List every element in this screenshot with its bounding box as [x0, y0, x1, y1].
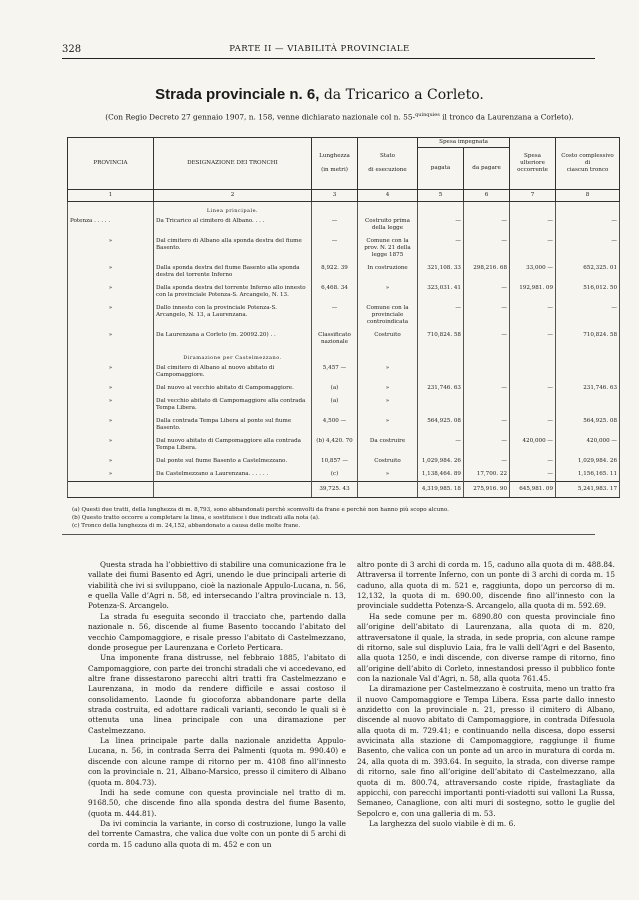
th-stato-sub: di esecuzione	[368, 166, 407, 173]
segment-cell: Da Castelmezzano a Laurenzana. . . . . .	[154, 468, 312, 481]
province-cell: »	[68, 362, 154, 382]
status-cell: Comune con la provinciale controindicata	[358, 302, 418, 329]
segment-cell: Dalla sponda destra del torrente Inferno allo innesto con la provinciale Potenza-S. Arcangelo, N. 13.	[154, 282, 312, 302]
length-cell: 4,500 —	[312, 415, 358, 435]
section-linea-principale	[68, 201, 620, 215]
paragraph-continued: altro ponte di 3 archi di corda m. 15, caduno alla quota di m. 488.84. Attraversa il torrente Inferno, con un ponte di 3 archi di corda m. 15 caduno, alla quota di m. 521 e, raggiunta, dopo un percorso di m. 12,132, la quota di m. 690.00, discende fino all’innesto con la provinciale suddetta Potenza-S. Arcangelo, alla quota di m. 592.69.	[357, 560, 615, 611]
running-title: PARTE II — VIABILITÀ PROVINCIALE	[229, 44, 410, 54]
segment-cell: Dal nuovo al vecchio abitato di Campomaggiore.	[154, 382, 312, 395]
further-cost-cell: —	[510, 329, 556, 349]
paragraph: La linea principale parte dalla nazionale anzidetta Appulo-Lucana, n. 56, in contrada Serra dei Palmenti (quota m. 990.40) e discende con alcune rampe di ritorno per m. 4108 fino all’innesto con la provinciale n. 21, Albano-Marsico, presso il cimitero di Albano (quota m. 804.73).	[88, 736, 346, 787]
table-row	[68, 215, 620, 235]
province-cell: »	[68, 262, 154, 282]
length-cell: —	[312, 302, 358, 329]
paid-cell: 564,925. 08	[418, 415, 464, 435]
table-row	[68, 302, 620, 329]
total-paid: 4,319,985. 18	[418, 482, 464, 498]
title-main: Strada provinciale n. 6,	[155, 86, 320, 103]
paid-cell: —	[418, 235, 464, 262]
length-cell: 6,468. 34	[312, 282, 358, 302]
paid-cell: 323,031. 41	[418, 282, 464, 302]
province-cell: »	[68, 435, 154, 455]
th-su-1: Spesa	[524, 153, 541, 160]
empty-cell	[68, 482, 154, 498]
paid-cell: 710,824. 58	[418, 329, 464, 349]
length-cell: 10,857 —	[312, 455, 358, 468]
section-rule	[62, 534, 595, 535]
column-number: 5	[418, 189, 464, 201]
to-pay-cell: —	[464, 235, 510, 262]
length-cell: 8,922. 39	[312, 262, 358, 282]
empty-cell	[464, 201, 510, 215]
paragraph: La diramazione per Castelmezzano è costruita, meno un tratto fra il nuovo Campomaggiore e Tempa Libera. Essa parte dallo innesto anzidetto con la provinciale n. 21, presso il cimitero di Albano, discende al nuovo abitato di Campomaggiore, in contrada Difesuola alla quota di m. 729.41; e continuando nella discesa, dopo essersi avvicinata alla stazione di Campomaggiore, raggiunge il fiume Basento, che valica con un ponte ad un arco in muratura di corda m. 24, alla quota di m. 393.64. In seguito, la strada, con diverse rampe di ritorno, sale fino all’origine dell’abitato di Castelmezzano, alla quota di m. 800.74, attraversando coste ripide, frastagliate da appicchi, con parecchi importanti ponti-viadotti sui valloni La Russa, Semaneo, Canaglione, con alti muri di sostegno, sotto le guglie del Sepolcro e, con una galleria di m. 53.	[357, 684, 615, 818]
roads-table-body	[68, 201, 620, 497]
total-cost-cell: 652,325. 01	[556, 262, 620, 282]
paid-cell: 321,108. 33	[418, 262, 464, 282]
total-to-pay: 275,916. 90	[464, 482, 510, 498]
empty-cell	[312, 349, 358, 362]
province-cell: »	[68, 329, 154, 349]
empty-cell	[312, 201, 358, 215]
province-cell: »	[68, 235, 154, 262]
paid-cell	[418, 395, 464, 415]
province-cell: »	[68, 302, 154, 329]
segment-cell: Dal cimitero di Albano al nuovo abitato di Campomaggiore.	[154, 362, 312, 382]
further-cost-cell: —	[510, 468, 556, 481]
status-cell: Costruito	[358, 329, 418, 349]
further-cost-cell: 420,000 —	[510, 435, 556, 455]
total-cost-cell: 1,156,165. 11	[556, 468, 620, 481]
segment-cell: Dal ponte sul fiume Basento a Castelmezzano.	[154, 455, 312, 468]
status-cell: »	[358, 395, 418, 415]
total-cost-cell: —	[556, 302, 620, 329]
th-pagata: pagata	[418, 147, 464, 189]
province-cell: »	[68, 382, 154, 395]
column-number: 7	[510, 189, 556, 201]
header-rule	[62, 58, 595, 59]
column-number: 8	[556, 189, 620, 201]
decree-pre: (Con Regio Decreto 27 gennaio 1907, n. 158, venne dichiarato nazionale col n. 55-	[105, 112, 416, 122]
status-cell: »	[358, 282, 418, 302]
text-column-right	[357, 560, 615, 829]
empty-cell	[556, 349, 620, 362]
empty-cell	[68, 201, 154, 215]
empty-cell	[464, 349, 510, 362]
province-cell: »	[68, 468, 154, 481]
th-lunghezza-unit: (in metri)	[321, 166, 348, 173]
column-number: 4	[358, 189, 418, 201]
segment-cell: Dal cimitero di Albano alla sponda destra del fiume Basento.	[154, 235, 312, 262]
paragraph: La larghezza del suolo viabile è di m. 6.	[369, 818, 516, 828]
total-cost-cell: 1,029,984. 26	[556, 455, 620, 468]
th-costo-2: di	[584, 160, 591, 166]
status-cell: »	[358, 382, 418, 395]
page-number: 328	[62, 44, 82, 55]
title-sub: da Tricarico a Corleto.	[323, 87, 484, 103]
segment-cell: Dalla contrada Tempa Libera al ponte sul fiume Basento.	[154, 415, 312, 435]
paid-cell: —	[418, 435, 464, 455]
th-spesa-impegnata: Spesa impegnata	[418, 138, 510, 148]
column-number: 1	[68, 189, 154, 201]
th-su-3: occorrente	[517, 166, 548, 173]
paid-cell: 1,138,464. 89	[418, 468, 464, 481]
to-pay-cell: —	[464, 302, 510, 329]
section-heading: Linea principale.	[154, 201, 312, 215]
th-su-2: ulteriore	[520, 160, 545, 166]
text-column-left	[88, 560, 346, 850]
table-row	[68, 382, 620, 395]
further-cost-cell: —	[510, 302, 556, 329]
decree-sup: quinquies	[415, 112, 440, 118]
length-cell: —	[312, 215, 358, 235]
to-pay-cell: —	[464, 329, 510, 349]
table-row	[68, 362, 620, 382]
to-pay-cell: —	[464, 455, 510, 468]
total-further: 645,981. 09	[510, 482, 556, 498]
status-cell: »	[358, 468, 418, 481]
segment-cell: Dal vecchio abitato di Campomaggiore alla contrada Tempa Libera.	[154, 395, 312, 415]
column-number: 2	[154, 189, 312, 201]
to-pay-cell: —	[464, 415, 510, 435]
th-costo-1: Costo complessivo	[561, 153, 614, 160]
status-cell: Comune con la prov. N. 21 della legge 1875	[358, 235, 418, 262]
section-diramazione	[68, 349, 620, 362]
column-number: 3	[312, 189, 358, 201]
province-cell: »	[68, 415, 154, 435]
table-row	[68, 415, 620, 435]
column-number-row	[68, 189, 620, 201]
footnote-a: (a) Questi due tratti, della lunghezza di m. 8,793, sono abbandonati perchè scomvolti da frane e perchè non hanno più scopo alcuno.	[72, 507, 449, 513]
table-row	[68, 282, 620, 302]
paragraph: La strada fu eseguita secondo il tracciato che, partendo dalla nazionale n. 56, discende al fiume Basento toccando l’abitato del vecchio Campomaggiore, e risale presso l’abitato di Castelmezzano, donde prosegue per Laurenzana e Corleto Perticara.	[88, 611, 346, 652]
length-cell: (a)	[312, 382, 358, 395]
total-cost-cell: 516,012. 50	[556, 282, 620, 302]
status-cell: Da costruire	[358, 435, 418, 455]
th-lunghezza-label: Lunghezza	[319, 153, 350, 160]
further-cost-cell: —	[510, 215, 556, 235]
status-cell: Costruito	[358, 455, 418, 468]
total-cost-cell: —	[556, 215, 620, 235]
to-pay-cell: —	[464, 382, 510, 395]
column-number: 6	[464, 189, 510, 201]
length-cell: —	[312, 235, 358, 262]
length-cell: Classificato nazionale	[312, 329, 358, 349]
th-costo-3: ciascun tronco	[566, 166, 609, 173]
table-row	[68, 435, 620, 455]
table-row	[68, 235, 620, 262]
th-stato-label: Stato	[379, 153, 396, 160]
further-cost-cell: —	[510, 235, 556, 262]
section-heading: Diramazione per Castelmezzano.	[154, 349, 312, 362]
footnotes	[72, 506, 612, 530]
paid-cell: 1,029,984. 26	[418, 455, 464, 468]
length-cell: (c)	[312, 468, 358, 481]
paid-cell	[418, 362, 464, 382]
total-cost-cell: 231,746. 63	[556, 382, 620, 395]
total-cost: 5,241,983. 17	[556, 482, 620, 498]
province-cell: »	[68, 455, 154, 468]
empty-cell	[358, 482, 418, 498]
th-provincia: PROVINCIA	[68, 138, 154, 190]
length-cell: (a)	[312, 395, 358, 415]
table-row	[68, 455, 620, 468]
to-pay-cell: 298,216. 68	[464, 262, 510, 282]
paid-cell: 231,746. 63	[418, 382, 464, 395]
paragraph: Ha sede comune per m. 6890.80 con questa provinciale fino all’origine dell’abitato di Laurenzana, alla quota di m. 820, attraversatone il quale, la strada, in sede propria, con alcune rampe di ritorno, sale sul displuvio Laia, fra le valli dell’Agri e del Basento, alla quota 1250, e indi discende, con diverse rampe di ritorno, fino all’origine dell’abito di Corleto, innestandosi presso il pubblico fonte con la nazionale Val d’Agri, n. 58, alla quota 761.45.	[357, 611, 615, 683]
total-row	[68, 482, 620, 498]
table-row	[68, 395, 620, 415]
th-lunghezza	[312, 138, 358, 190]
length-cell: (b) 4,420. 70	[312, 435, 358, 455]
further-cost-cell: —	[510, 455, 556, 468]
to-pay-cell: —	[464, 215, 510, 235]
footnote-b: (b) Questo tratto occorre a completare la linea, e sostituisce i due indicati alla nota (a).	[72, 515, 320, 522]
segment-cell: Dal nuovo abitato di Campomaggiore alla contrada Tempa Libera.	[154, 435, 312, 455]
total-cost-cell: 710,824. 58	[556, 329, 620, 349]
th-designazione: DESIGNAZIONE DEI TRONCHI	[154, 138, 312, 190]
empty-cell	[358, 349, 418, 362]
total-length: 39,725. 43	[312, 482, 358, 498]
segment-cell: Da Laurenzana a Corleto (m. 20092.20) . .	[154, 329, 312, 349]
th-costo	[556, 138, 620, 190]
decree-post: il tronco da Laurenzana a Corleto).	[439, 112, 574, 122]
status-cell: Costruito prima della legge	[358, 215, 418, 235]
paragraph: Da ivi comincia la variante, in corso di costruzione, lungo la valle del torrente Camastra, che valica due volte con un ponte di 5 archi di corda m. 15 caduno alla quota di m. 452 e con un	[88, 818, 346, 849]
decree-note	[100, 112, 579, 121]
segment-cell: Dallo innesto con la provinciale Potenza-S. Arcangelo, N. 13, a Laurenzana.	[154, 302, 312, 329]
total-cost-cell: 420,000 —	[556, 435, 620, 455]
further-cost-cell: 192,981. 09	[510, 282, 556, 302]
empty-cell	[68, 349, 154, 362]
empty-cell	[358, 201, 418, 215]
roads-table	[67, 137, 620, 498]
to-pay-cell	[464, 362, 510, 382]
table-row	[68, 329, 620, 349]
empty-cell	[510, 349, 556, 362]
total-cost-cell	[556, 395, 620, 415]
length-cell: 5,457 —	[312, 362, 358, 382]
further-cost-cell: —	[510, 382, 556, 395]
paid-cell: —	[418, 302, 464, 329]
further-cost-cell	[510, 362, 556, 382]
table-row	[68, 262, 620, 282]
empty-cell	[154, 482, 312, 498]
to-pay-cell: —	[464, 435, 510, 455]
th-spesa-ulteriore	[510, 138, 556, 190]
further-cost-cell: 33,000 —	[510, 262, 556, 282]
province-cell: »	[68, 395, 154, 415]
status-cell: »	[358, 415, 418, 435]
further-cost-cell	[510, 395, 556, 415]
segment-cell: Dalla sponda destra del fiume Basento alla sponda destra del torrente Inferno	[154, 262, 312, 282]
page-title	[0, 86, 639, 103]
footnote-c: (c) Tronco della lunghezza di m. 24,152, abbandonato a causa delle molte frane.	[72, 523, 301, 530]
paragraph: Questa strada ha l’obbiettivo di stabilire una comunicazione fra le vallate dei fiumi Basento ed Agri, unendo le due principali arterie di viabilità che ivi si sviluppano, cioè la nazionale Appulo-Lucana, n. 56, e quella Valle d’Agri n. 58, ed intersecando l’altra provinciale n. 13, Potenza-S. Arcangelo.	[88, 560, 346, 611]
paragraph: Indi ha sede comune con questa provinciale nel tratto di m. 9168.50, che discende fino alla sponda destra del fiume Basento, (quota m. 444.81).	[88, 787, 346, 818]
th-stato	[358, 138, 418, 190]
empty-cell	[418, 201, 464, 215]
paragraph: Una imponente frana distrusse, nel febbraio 1885, l’abitato di Campomaggiore, con parte dei tronchi stradali che vi accedevano, ed altre frane dissestarono parecchi altri tratti fra Castelmezzano e Laurenzana, in modo da rendere difficile e assai costoso il consolidamento. Laonde fu giocoforza abbandonare parte della strada costruita, ed adottare radicali varianti, secondo le quali si è ottenuta una linea principale con una diramazione per Castelmezzano.	[88, 653, 346, 735]
empty-cell	[510, 201, 556, 215]
province-cell: Potenza . . . . .	[68, 215, 154, 235]
empty-cell	[418, 349, 464, 362]
province-cell: »	[68, 282, 154, 302]
empty-cell	[556, 201, 620, 215]
segment-cell: Da Tricarico al cimitero di Albano. . . .	[154, 215, 312, 235]
further-cost-cell: —	[510, 415, 556, 435]
status-cell: »	[358, 362, 418, 382]
total-cost-cell	[556, 362, 620, 382]
paid-cell: —	[418, 215, 464, 235]
status-cell: In costruzione	[358, 262, 418, 282]
th-da-pagare: da pagare	[464, 147, 510, 189]
to-pay-cell: 17,700. 22	[464, 468, 510, 481]
table-row	[68, 468, 620, 481]
total-cost-cell: 564,925. 08	[556, 415, 620, 435]
total-cost-cell: —	[556, 235, 620, 262]
to-pay-cell	[464, 395, 510, 415]
to-pay-cell: —	[464, 282, 510, 302]
